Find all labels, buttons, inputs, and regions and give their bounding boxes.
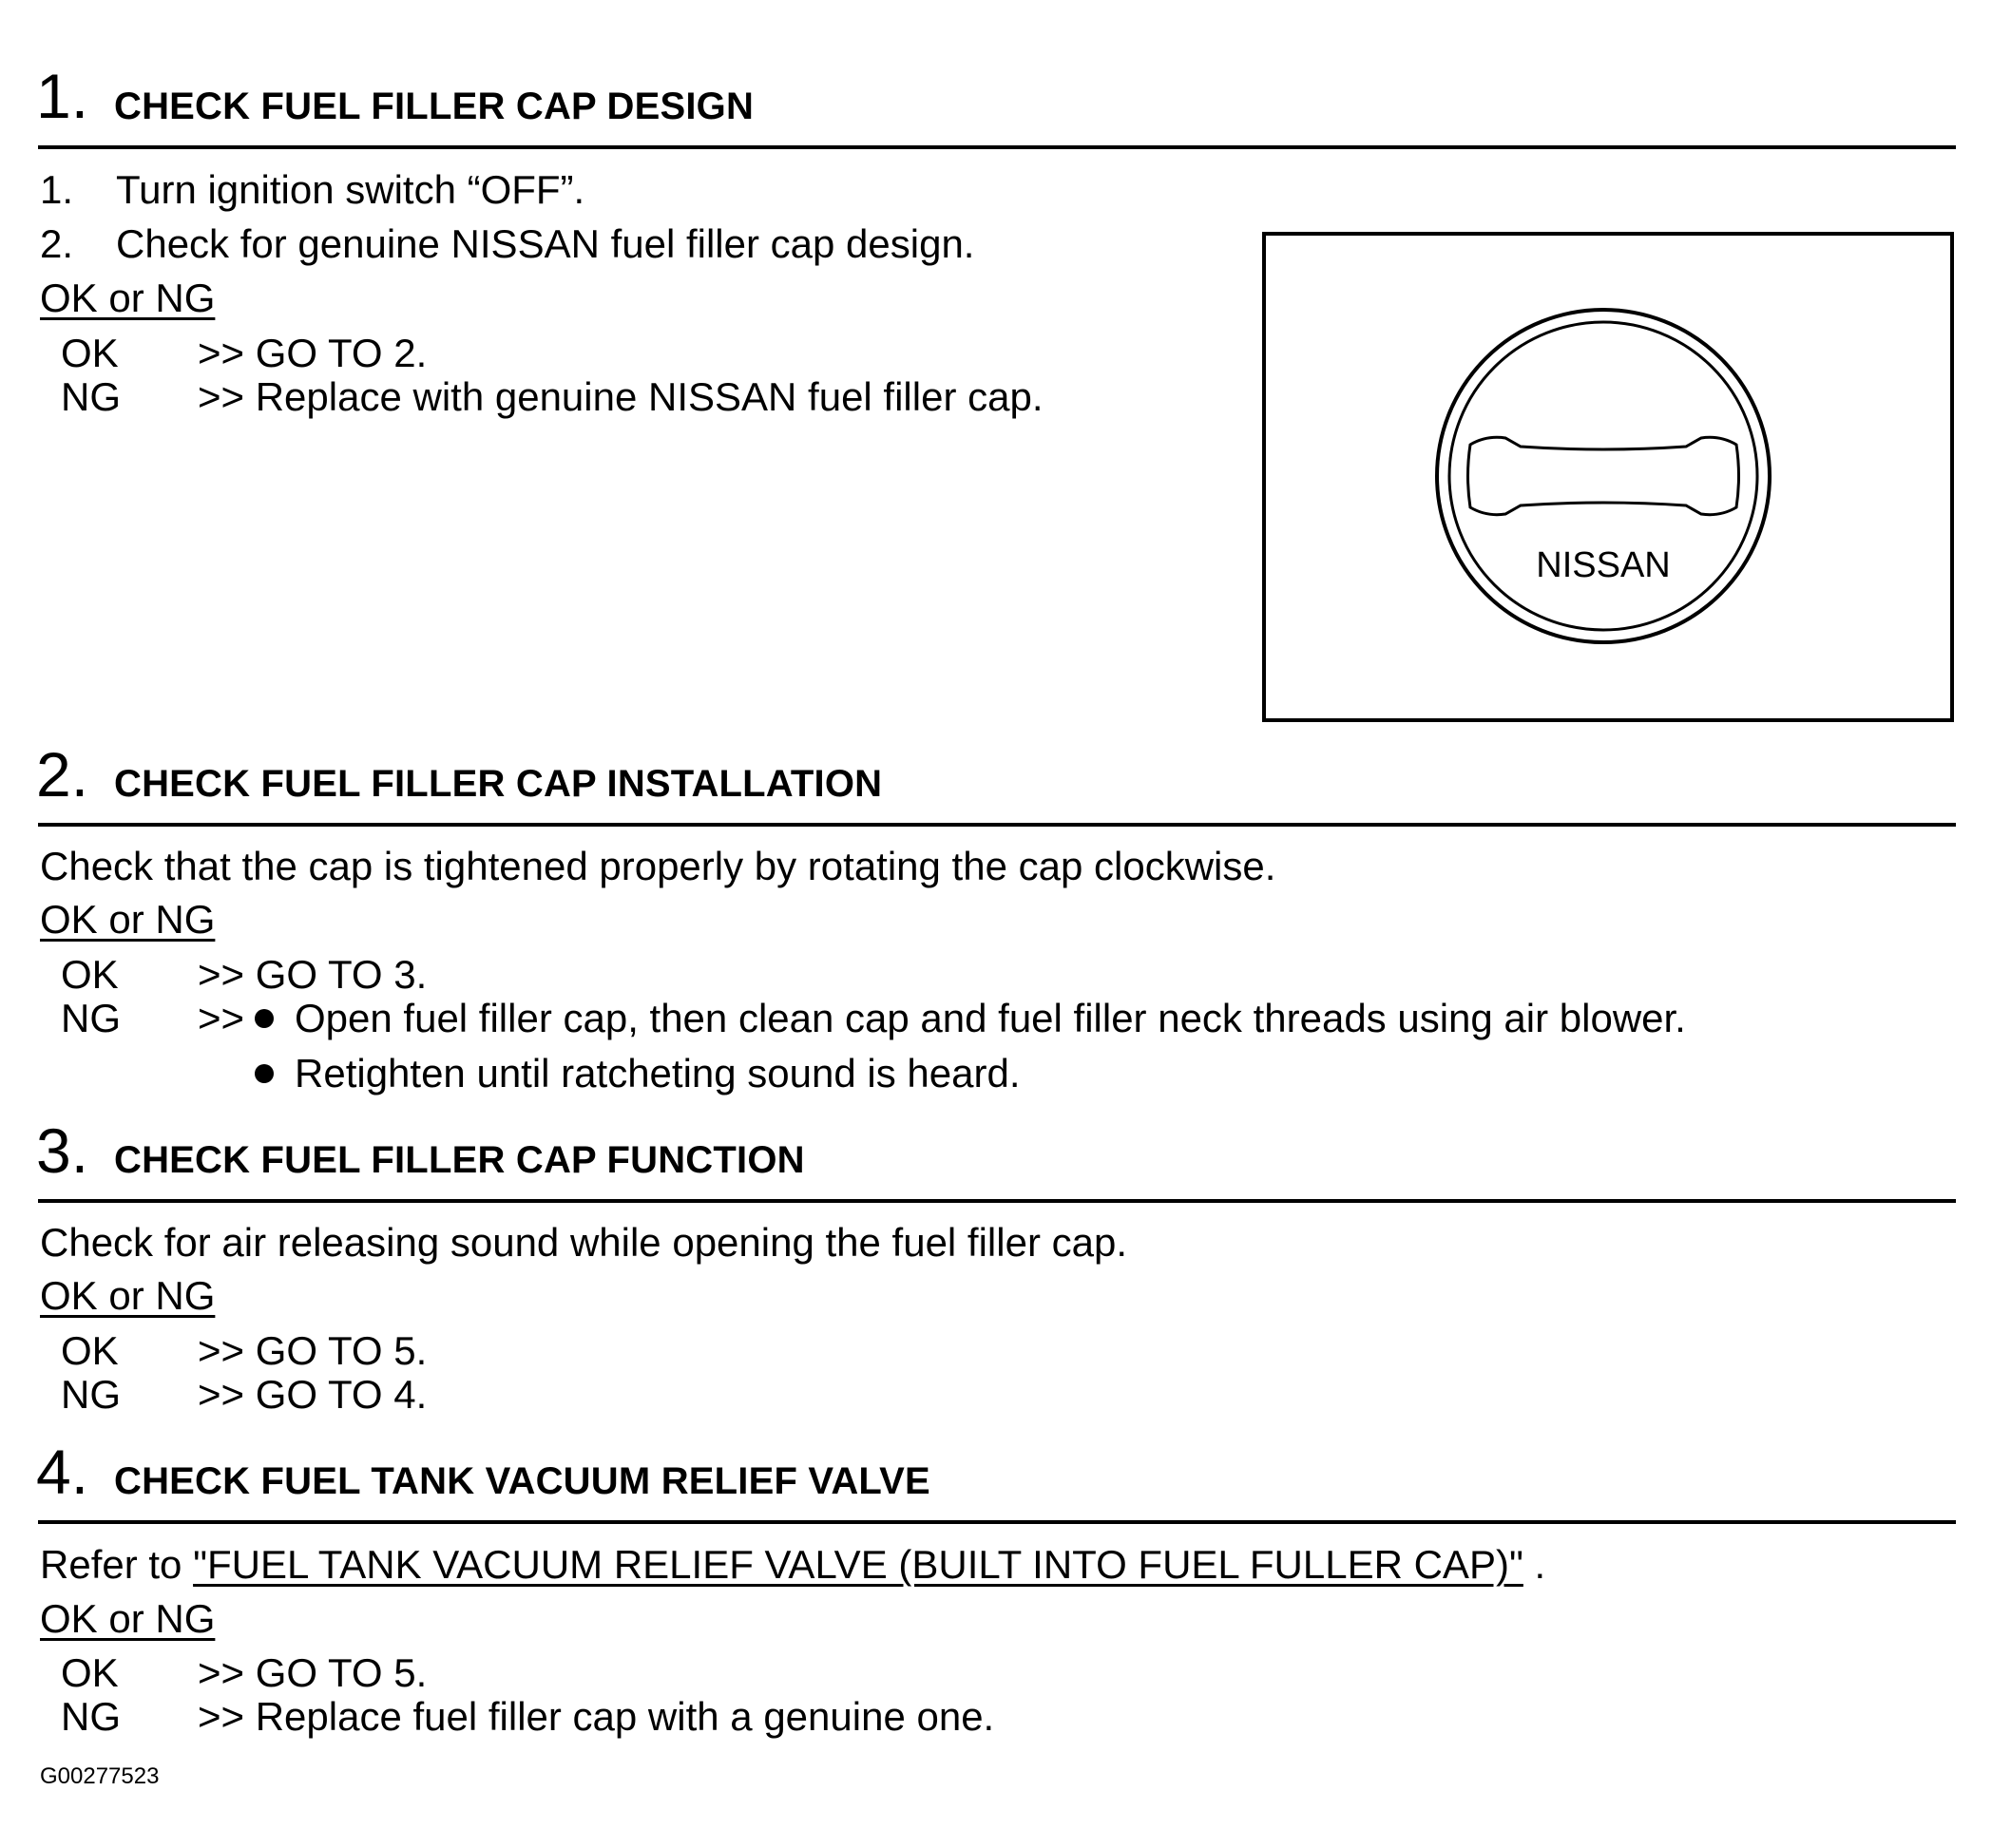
step-4-ok-ng-heading: OK or NG	[40, 1596, 216, 1641]
step-2-ng-label: NG	[61, 996, 121, 1040]
step-2-instruction: Check that the cap is tightened properly by rotating the cap clockwise.	[40, 844, 1276, 888]
step-2-title: CHECK FUEL FILLER CAP INSTALLATION	[114, 763, 883, 805]
step-3-divider	[38, 1199, 1956, 1203]
step-2-ng-bullet-1-text: Open fuel filler cap, then clean cap and fuel filler neck threads using air blower.	[295, 996, 1686, 1040]
step-4-refer-line	[40, 1542, 1545, 1588]
step-1-title: CHECK FUEL FILLER CAP DESIGN	[114, 86, 755, 127]
step-4-divider	[38, 1520, 1956, 1524]
bullet-icon	[255, 1009, 274, 1028]
step-4-ok-action: >> GO TO 5.	[198, 1650, 428, 1695]
step-1-divider	[38, 145, 1956, 149]
step-3-ng-label: NG	[61, 1372, 121, 1417]
vacuum-relief-valve-link[interactable]: "FUEL TANK VACUUM RELIEF VALVE (BUILT INTO FUEL FULLER CAP)"	[193, 1542, 1523, 1587]
step-2-ok-action: >> GO TO 3.	[198, 952, 428, 997]
step-2-ok-label: OK	[61, 952, 119, 997]
step-3-number: 3.	[36, 1115, 89, 1186]
step-2-ng-bullet-1	[255, 996, 1686, 1041]
cap-brand-label: NISSAN	[1536, 545, 1671, 585]
step-3-ok-action: >> GO TO 5.	[198, 1328, 428, 1373]
step-4-title: CHECK FUEL TANK VACUUM RELIEF VALVE	[114, 1460, 930, 1502]
step-3-ok-ng-heading: OK or NG	[40, 1273, 216, 1318]
step-1-ok-ng-heading: OK or NG	[40, 276, 216, 320]
step-1-ng-label: NG	[61, 374, 121, 419]
step-3-instruction: Check for air releasing sound while opening the fuel filler cap.	[40, 1220, 1127, 1265]
step-4-ng-action: >> Replace fuel filler cap with a genuine one.	[198, 1694, 995, 1739]
step-2-ng-prefix: >>	[198, 996, 245, 1040]
bullet-icon	[255, 1064, 274, 1083]
document-code: G00277523	[40, 1763, 160, 1789]
step-3-title: CHECK FUEL FILLER CAP FUNCTION	[114, 1139, 805, 1181]
step-2-divider	[38, 823, 1956, 827]
step-2-ok-ng-heading: OK or NG	[40, 897, 216, 942]
step-1-ok-action: >> GO TO 2.	[198, 331, 428, 375]
step-4-refer-suffix: .	[1534, 1542, 1546, 1587]
step-2-ng-bullet-2-text: Retighten until ratcheting sound is heard.	[295, 1051, 1021, 1095]
step-1-number: 1.	[36, 61, 89, 131]
step-2-ng-bullet-2	[255, 1051, 1021, 1096]
step-3-ok-label: OK	[61, 1328, 119, 1373]
step-1-item-2-number: 2.	[40, 221, 74, 266]
fuel-filler-cap-icon	[1266, 236, 1950, 718]
step-4-number: 4.	[36, 1437, 89, 1507]
step-4-ng-label: NG	[61, 1694, 121, 1739]
step-2-number: 2.	[36, 739, 89, 810]
step-4-refer-prefix: Refer to	[40, 1542, 182, 1587]
step-1-ok-label: OK	[61, 331, 119, 375]
step-1-item-1-text: Turn ignition switch “OFF”.	[116, 167, 585, 212]
step-4-ok-label: OK	[61, 1650, 119, 1695]
step-1-item-1-number: 1.	[40, 167, 74, 212]
step-1-item-2-text: Check for genuine NISSAN fuel filler cap design.	[116, 221, 975, 266]
step-1-ng-action: >> Replace with genuine NISSAN fuel filler cap.	[198, 374, 1044, 419]
fuel-filler-cap-figure	[1262, 232, 1954, 722]
step-3-ng-action: >> GO TO 4.	[198, 1372, 428, 1417]
